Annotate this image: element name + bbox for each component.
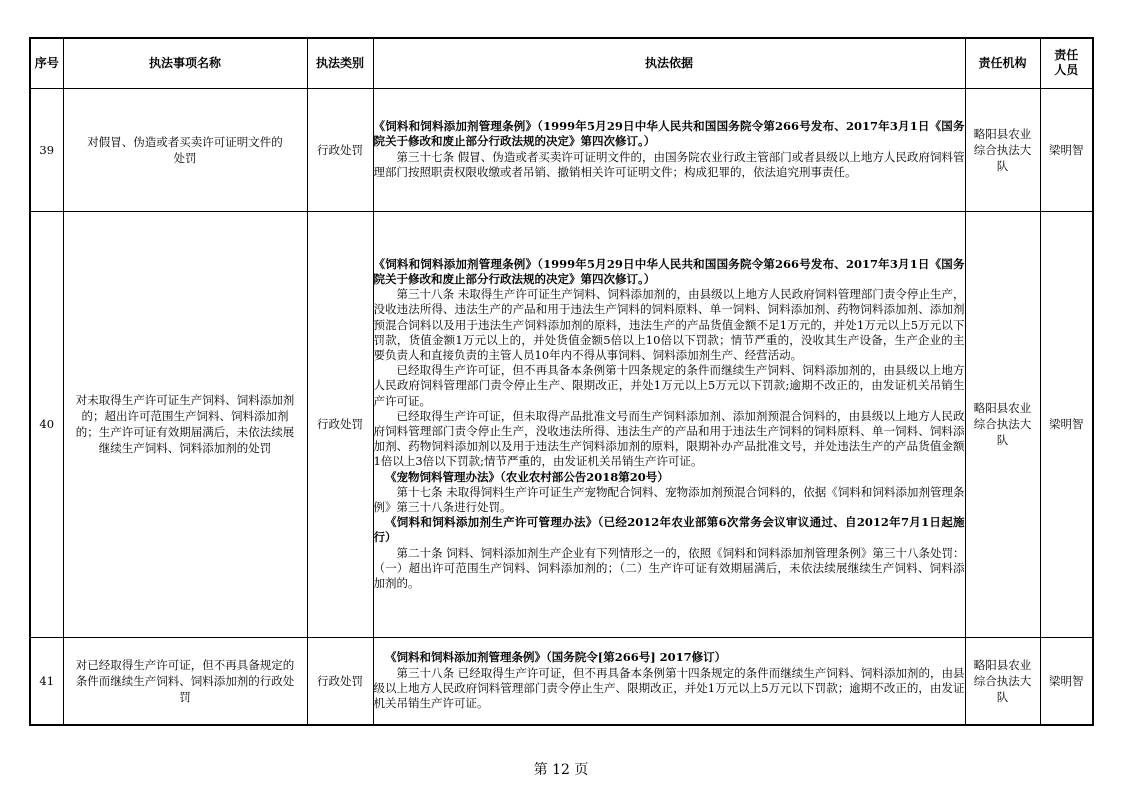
header-basis: 执法依据 [373,38,965,88]
header-row [30,38,1093,88]
enforcement-table [29,37,1094,726]
basis-article: 第三十八条 未取得生产许可证生产饲料、饲料添加剂的，由县级以上地方人民政府饲料管理部门责令停止生产，没收违法所得、违法生产的产品和用于违法生产饲料的饲料原料、单一饲料、饲料添加剂、药物饲料添加剂、添加剂预混合饲料以及用于违法生产饲料添加剂的原料，违法生产的产品货值金额不足1万元的，并处1万元以上5万元以下罚款，货值金额1万元以上的，并处货值金额5倍以上10倍以下罚款；情节严重的，没收其生产设备，生产企业的主要负责人和直接负责的主管人员10年内不得从事饲料、饲料添加剂生产、经营活动。 [373,287,965,362]
header-name: 执法事项名称 [63,38,307,88]
row-person: 梁明智 [1040,637,1093,725]
row-basis [373,88,965,211]
header-type: 执法类别 [307,38,373,88]
page-number: 第 12 页 [533,762,589,778]
basis-law-title: 《饲料和饲料添加剂生产许可管理办法》（已经2012年农业部第6次常务会议审议通过、自2012年7月1日起施行） [373,515,965,545]
basis-law-title: 《饲料和饲料添加剂管理条例》（1999年5月29日中华人民共和国国务院令第266号发布、2017年3月1日《国务院关于修改和废止部分行政法规的决定》第四次修订。） [373,256,965,286]
basis-article: 第十七条 未取得饲料生产许可证生产宠物配合饲料、宠物添加剂预混合饲料的，依据《饲料和饲料添加剂管理条例》第三十八条进行处罚。 [373,484,965,515]
row-type: 行政处罚 [307,88,373,211]
basis-article: 已经取得生产许可证，但不再具备本条例第十四条规定的条件而继续生产饲料、饲料添加剂的，由县级以上地方人民政府饲料管理部门责令停止生产、限期改正，并处1万元以上5万元以下罚款;逾期不改正的，由发证机关吊销生产许可证。 [373,363,965,408]
row-name: 对已经取得生产许可证，但不再具备规定的条件而继续生产饲料、饲料添加剂的行政处罚 [63,637,307,725]
row-name: 对假冒、伪造或者买卖许可证明文件的处罚 [63,88,307,211]
basis-law-title: 《宠物饲料管理办法》（农业农村部公告2018第20号） [385,469,669,484]
row-basis [373,211,965,637]
header-person: 责任人员 [1040,38,1093,88]
basis-law-title: 《饲料和饲料添加剂管理条例》（国务院令[第266号] 2017修订） [385,650,727,665]
row-no: 40 [30,211,63,637]
basis-law-title: 《饲料和饲料添加剂管理条例》（1999年5月29日中华人民共和国国务院令第266号发布、2017年3月1日《国务院关于修改和废止部分行政法规的决定》第四次修订。） [373,119,965,149]
basis-article: 第三十七条 假冒、伪造或者买卖许可证明文件的，由国务院农业行政主管部门或者县级以上地方人民政府饲料管理部门按照职责权限收缴或者吊销、撤销相关许可证明文件；构成犯罪的，依法追究刑事责任。 [373,149,965,179]
table-row [30,211,1093,637]
row-person: 梁明智 [1040,88,1093,211]
row-basis [373,637,965,725]
table-row [30,637,1093,725]
row-agency: 略阳县农业综合执法大队 [965,637,1040,725]
basis-article: 第三十八条 已经取得生产许可证，但不再具备本条例第十四条规定的条件而继续生产饲料、饲料添加剂的，由县级以上地方人民政府饲料管理部门责令停止生产、限期改正，并处1万元以上5万元以下罚款；逾期不改正的，由发证机关吊销生产许可证。 [373,665,965,710]
row-agency: 略阳县农业综合执法大队 [965,88,1040,211]
header-agency: 责任机构 [965,38,1040,88]
row-person: 梁明智 [1040,211,1093,637]
basis-article: 已经取得生产许可证，但未取得产品批准文号而生产饲料添加剂、添加剂预混合饲料的，由县级以上地方人民政府饲料管理部门责令停止生产，没收违法所得、违法生产的产品和用于违法生产饲料的饲料原料、单一饲料、饲料添加剂、药物饲料添加剂以及用于违法生产饲料添加剂的原料，限期补办产品批准文号，并处违法生产的产品货值金额1倍以上3倍以下罚款;情节严重的，由发证机关吊销生产许可证。 [373,408,965,469]
basis-article: 第二十条 饲料、饲料添加剂生产企业有下列情形之一的，依照《饲料和饲料添加剂管理条例》第三十八条处罚：（一）超出许可范围生产饲料、饲料添加剂的；（二）生产许可证有效期届满后，未依法续展继续生产饲料、饲料添加剂的。 [373,545,965,591]
row-no: 39 [30,88,63,211]
header-no: 序号 [30,38,63,88]
row-no: 41 [30,637,63,725]
row-type: 行政处罚 [307,211,373,637]
row-type: 行政处罚 [307,637,373,725]
row-name: 对未取得生产许可证生产饲料、饲料添加剂的；超出许可范围生产饲料、饲料添加剂的；生产许可证有效期届满后，未依法续展继续生产饲料、饲料添加剂的处罚 [63,211,307,637]
row-agency: 略阳县农业综合执法大队 [965,211,1040,637]
table-row [30,88,1093,211]
